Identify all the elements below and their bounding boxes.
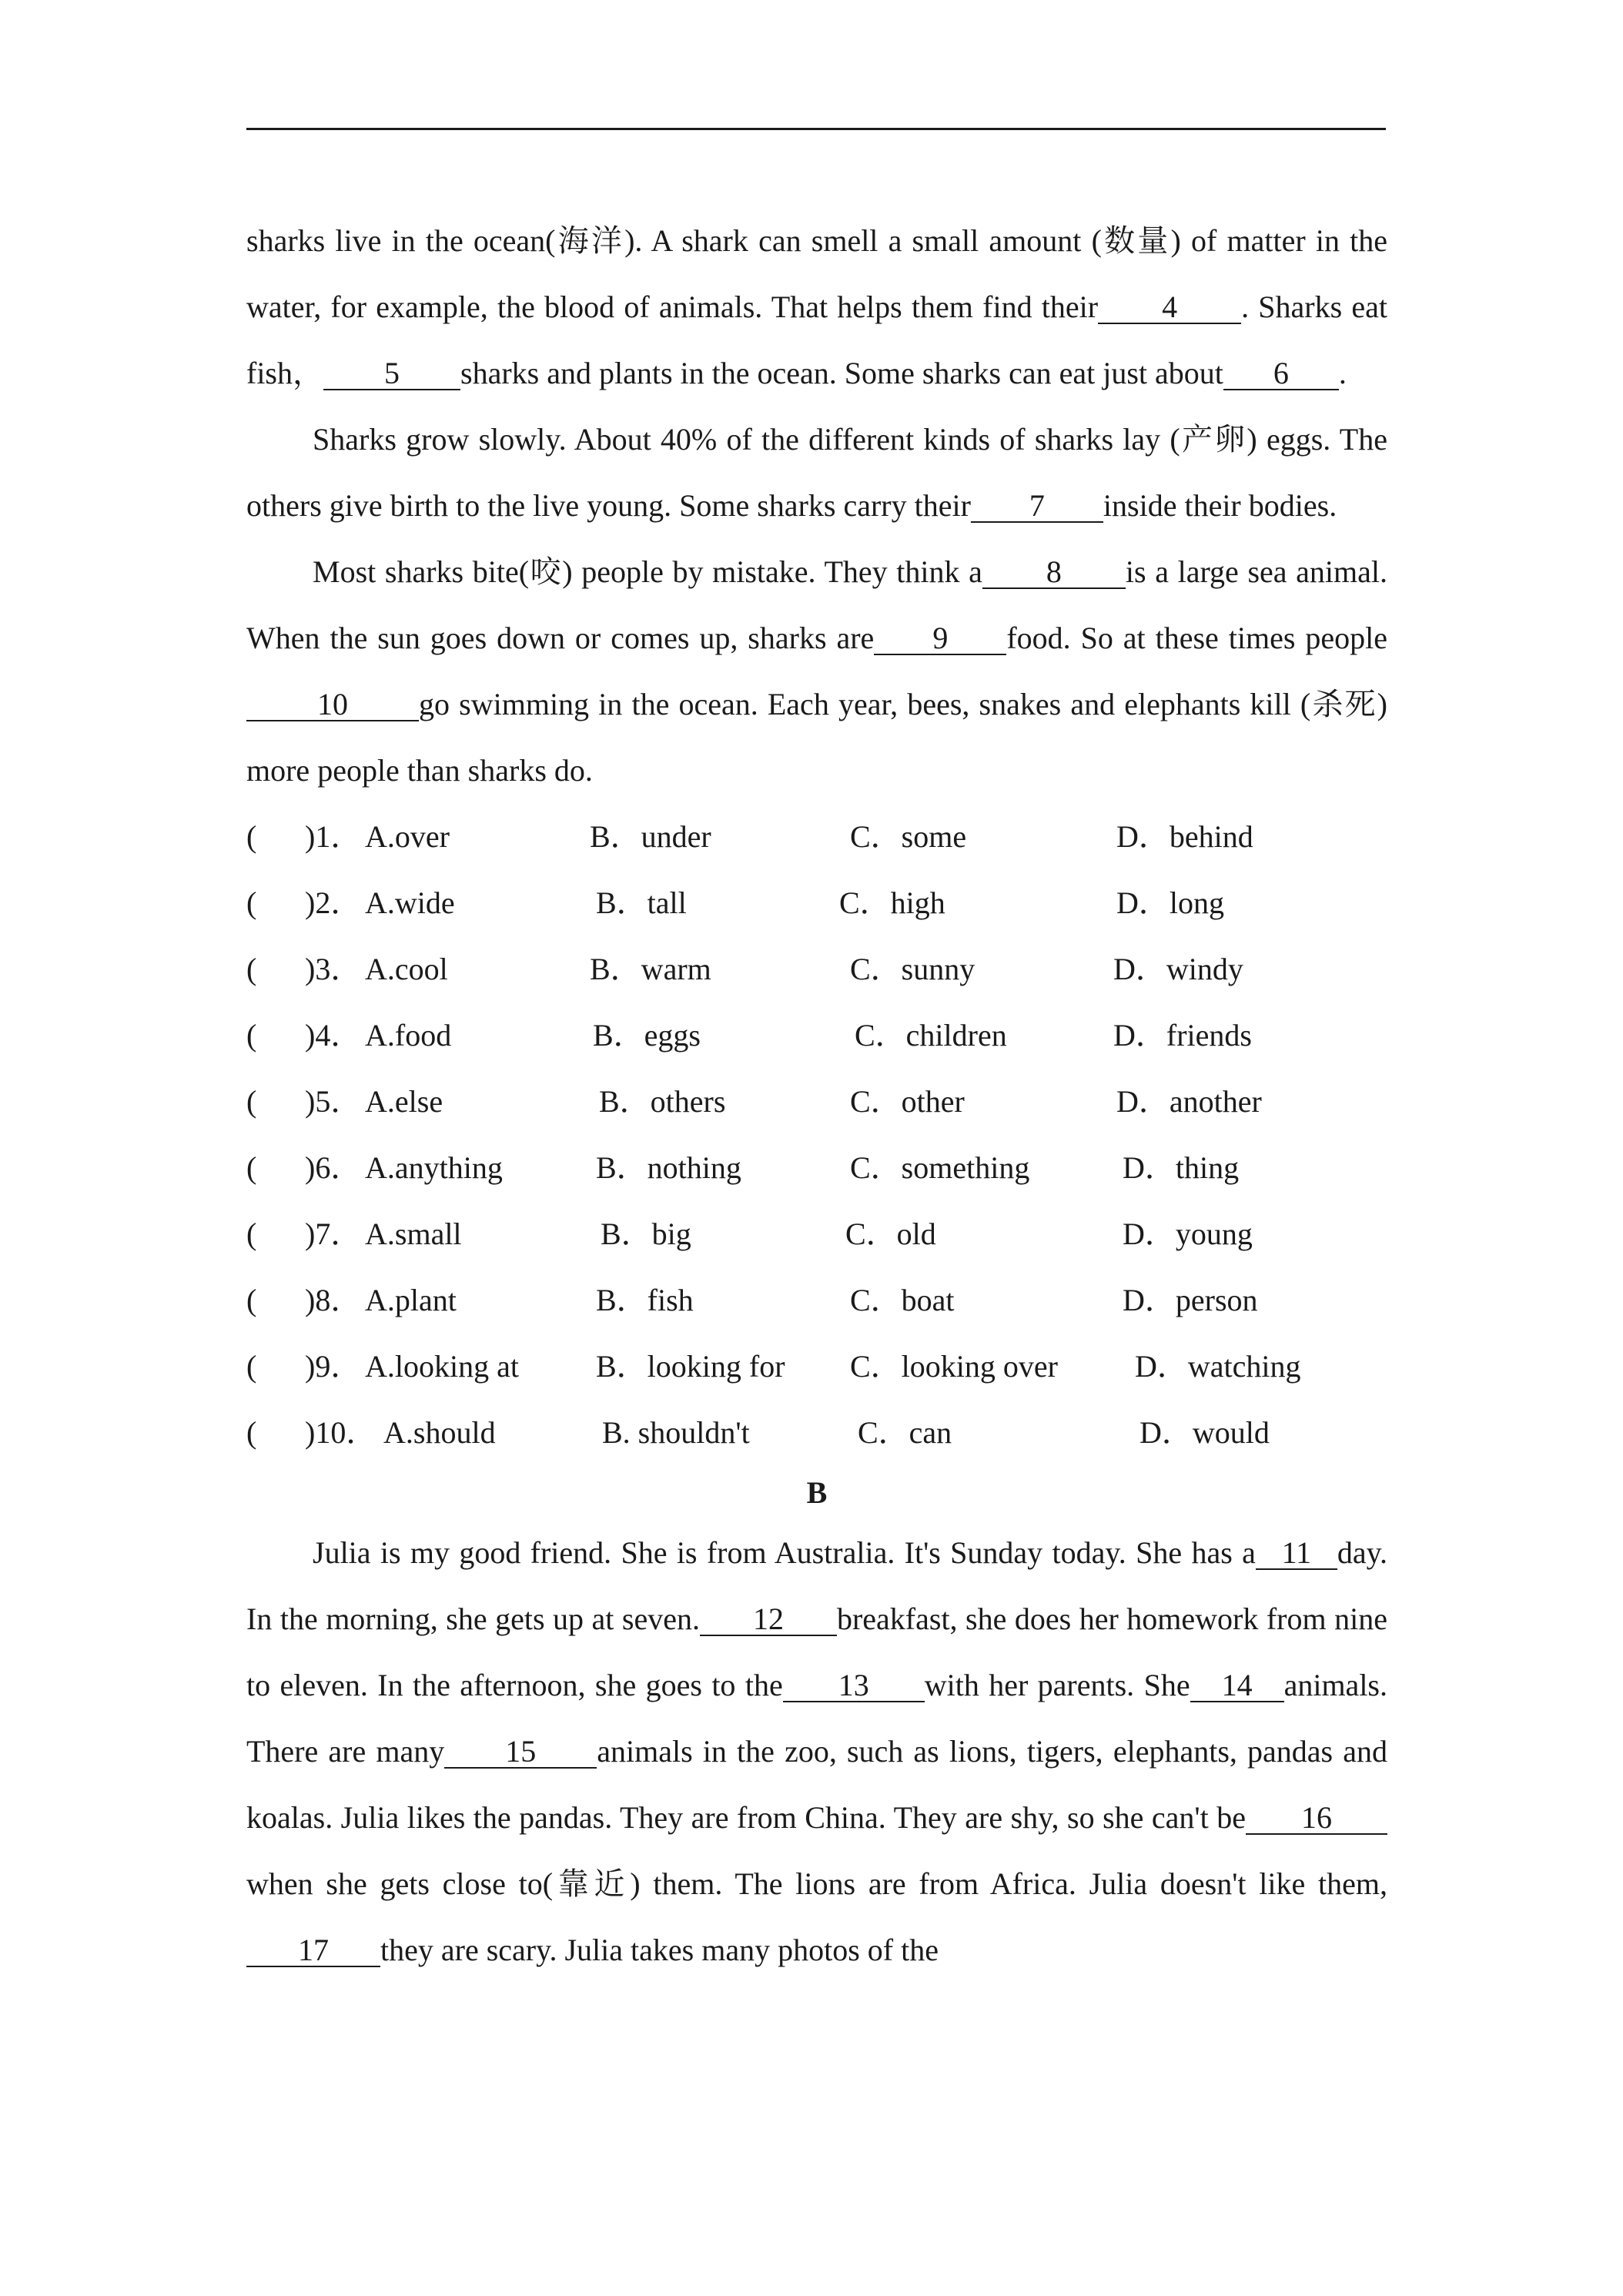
blank-16: 16 bbox=[1246, 1802, 1387, 1835]
option-a: A.cool bbox=[365, 952, 448, 986]
option-b: B．eggs bbox=[593, 1018, 701, 1053]
text-run: day. In the morning, she gets up at seven. bbox=[246, 1535, 1387, 1636]
option-d: D．would bbox=[1139, 1415, 1270, 1450]
option-d: D．thing bbox=[1123, 1150, 1240, 1185]
option-d: D．windy bbox=[1113, 952, 1243, 986]
question-row-7 bbox=[246, 1201, 1387, 1267]
option-d: D．long bbox=[1116, 885, 1224, 920]
option-a: A.looking at bbox=[365, 1349, 519, 1384]
option-a: A.should bbox=[383, 1415, 496, 1450]
option-b: B．nothing bbox=[596, 1150, 741, 1185]
blank-7: 7 bbox=[971, 490, 1103, 523]
text-run: animals in the zoo, such as lions, tigers, elephants, pandas and koalas. Julia likes the pandas. They are from China. They are shy, so she can't be bbox=[246, 1734, 1387, 1835]
blank-14: 14 bbox=[1190, 1670, 1284, 1702]
passage-a-paragraph-2 bbox=[246, 407, 1387, 539]
blank-10: 10 bbox=[246, 689, 419, 721]
blank-5: 5 bbox=[323, 358, 460, 390]
blank-15: 15 bbox=[444, 1736, 597, 1769]
question-list bbox=[246, 804, 1387, 1466]
question-number: )9． bbox=[305, 1349, 362, 1384]
passage-b-paragraph-1 bbox=[246, 1520, 1387, 1983]
blank-12: 12 bbox=[700, 1604, 837, 1636]
question-row-10 bbox=[246, 1400, 1387, 1466]
option-a: A.plant bbox=[365, 1283, 457, 1317]
option-b: B．big bbox=[601, 1217, 691, 1251]
question-number: )8． bbox=[305, 1283, 362, 1317]
question-row-1 bbox=[246, 804, 1387, 870]
page-content bbox=[246, 208, 1387, 1983]
answer-paren[interactable]: ( bbox=[246, 1018, 257, 1053]
option-b: B．under bbox=[590, 819, 711, 854]
option-b: B. shouldn't bbox=[602, 1415, 750, 1450]
text-run: sharks live in the ocean(海洋). A shark can smell a small amount (数量) of matter in the water, for example, the blood of animals. That helps them find their bbox=[246, 223, 1387, 324]
answer-paren[interactable]: ( bbox=[246, 885, 257, 920]
question-number: )3． bbox=[305, 952, 362, 986]
option-c: C．old bbox=[845, 1217, 936, 1251]
question-number: )7． bbox=[305, 1217, 362, 1251]
answer-paren[interactable]: ( bbox=[246, 1217, 257, 1251]
answer-paren[interactable]: ( bbox=[246, 1084, 257, 1119]
option-c: C．children bbox=[855, 1018, 1007, 1053]
passage-a-paragraph-1 bbox=[246, 208, 1387, 407]
answer-paren[interactable]: ( bbox=[246, 952, 257, 986]
text-run: with her parents. She bbox=[924, 1668, 1190, 1702]
question-row-9 bbox=[246, 1334, 1387, 1400]
option-c: C．boat bbox=[850, 1283, 955, 1317]
answer-paren[interactable]: ( bbox=[246, 1150, 257, 1185]
option-a: A.else bbox=[365, 1084, 443, 1119]
option-c: C．some bbox=[850, 819, 967, 854]
text-run: when she gets close to(靠近) them. The lions are from Africa. Julia doesn't like them, bbox=[246, 1866, 1387, 1901]
option-a: A.wide bbox=[365, 885, 455, 920]
option-b: B．warm bbox=[590, 952, 711, 986]
blank-6: 6 bbox=[1223, 358, 1339, 390]
question-number: )2． bbox=[305, 885, 362, 920]
text-run: inside their bodies. bbox=[1103, 488, 1337, 523]
header-rule bbox=[246, 128, 1386, 130]
text-run: . Sharks eat fish， bbox=[246, 290, 1387, 390]
blank-17: 17 bbox=[246, 1935, 380, 1967]
question-row-4 bbox=[246, 1002, 1387, 1069]
blank-4: 4 bbox=[1098, 292, 1241, 324]
text-run: breakfast, she does her homework from nine to eleven. In the afternoon, she goes to the bbox=[246, 1602, 1387, 1702]
question-number: )10． bbox=[305, 1415, 377, 1450]
text-run: is a large sea animal. When the sun goes down or comes up, sharks are bbox=[246, 554, 1387, 655]
option-d: D．another bbox=[1116, 1084, 1262, 1119]
question-row-6 bbox=[246, 1135, 1387, 1201]
option-d: D．friends bbox=[1113, 1018, 1252, 1053]
option-c: C．sunny bbox=[850, 952, 975, 986]
blank-8: 8 bbox=[982, 557, 1126, 589]
option-a: A.over bbox=[365, 819, 450, 854]
text-run: Most sharks bite(咬) people by mistake. They think a bbox=[313, 554, 982, 589]
passage-a-paragraph-3 bbox=[246, 539, 1387, 804]
option-d: D．behind bbox=[1116, 819, 1253, 854]
section-b-title: B bbox=[806, 1475, 828, 1510]
question-number: )4． bbox=[305, 1018, 362, 1053]
option-d: D．person bbox=[1123, 1283, 1258, 1317]
text-run: they are scary. Julia takes many photos of the bbox=[380, 1933, 939, 1967]
blank-13: 13 bbox=[783, 1670, 925, 1702]
option-d: D．watching bbox=[1135, 1349, 1301, 1384]
answer-paren[interactable]: ( bbox=[246, 1283, 257, 1317]
text-run: animals. There are many bbox=[246, 1668, 1387, 1769]
question-row-5 bbox=[246, 1069, 1387, 1135]
option-c: C．high bbox=[839, 885, 945, 920]
question-row-3 bbox=[246, 936, 1387, 1002]
option-b: B．looking for bbox=[596, 1349, 785, 1384]
blank-9: 9 bbox=[874, 623, 1006, 655]
option-d: D．young bbox=[1123, 1217, 1253, 1251]
question-row-2 bbox=[246, 870, 1387, 936]
blank-11: 11 bbox=[1256, 1538, 1337, 1570]
option-c: C．something bbox=[850, 1150, 1030, 1185]
option-c: C．other bbox=[850, 1084, 965, 1119]
text-run: go swimming in the ocean. Each year, bees, snakes and elephants kill (杀死) more people than sharks do. bbox=[246, 687, 1387, 788]
option-c: C．can bbox=[858, 1415, 952, 1450]
text-run: food. So at these times people bbox=[1006, 621, 1387, 655]
text-run: Julia is my good friend. She is from Australia. It's Sunday today. She has a bbox=[313, 1535, 1256, 1570]
option-c: C．looking over bbox=[850, 1349, 1058, 1384]
answer-paren[interactable]: ( bbox=[246, 1349, 257, 1384]
answer-paren[interactable]: ( bbox=[246, 819, 257, 854]
text-run: Sharks grow slowly. About 40% of the different kinds of sharks lay (产卵) eggs. The others give birth to the live young. Some sharks carry their bbox=[246, 422, 1387, 523]
question-number: )5． bbox=[305, 1084, 362, 1119]
text-run: sharks and plants in the ocean. Some sharks can eat just about bbox=[460, 356, 1223, 390]
option-b: B．others bbox=[599, 1084, 726, 1119]
option-a: A.small bbox=[365, 1217, 462, 1251]
option-a: A.anything bbox=[365, 1150, 503, 1185]
text-run: . bbox=[1338, 356, 1347, 390]
answer-paren[interactable]: ( bbox=[246, 1415, 257, 1450]
question-row-8 bbox=[246, 1267, 1387, 1334]
option-b: B．tall bbox=[596, 885, 687, 920]
question-number: )1． bbox=[305, 819, 362, 854]
option-a: A.food bbox=[365, 1018, 452, 1053]
question-number: )6． bbox=[305, 1150, 362, 1185]
option-b: B．fish bbox=[596, 1283, 694, 1317]
